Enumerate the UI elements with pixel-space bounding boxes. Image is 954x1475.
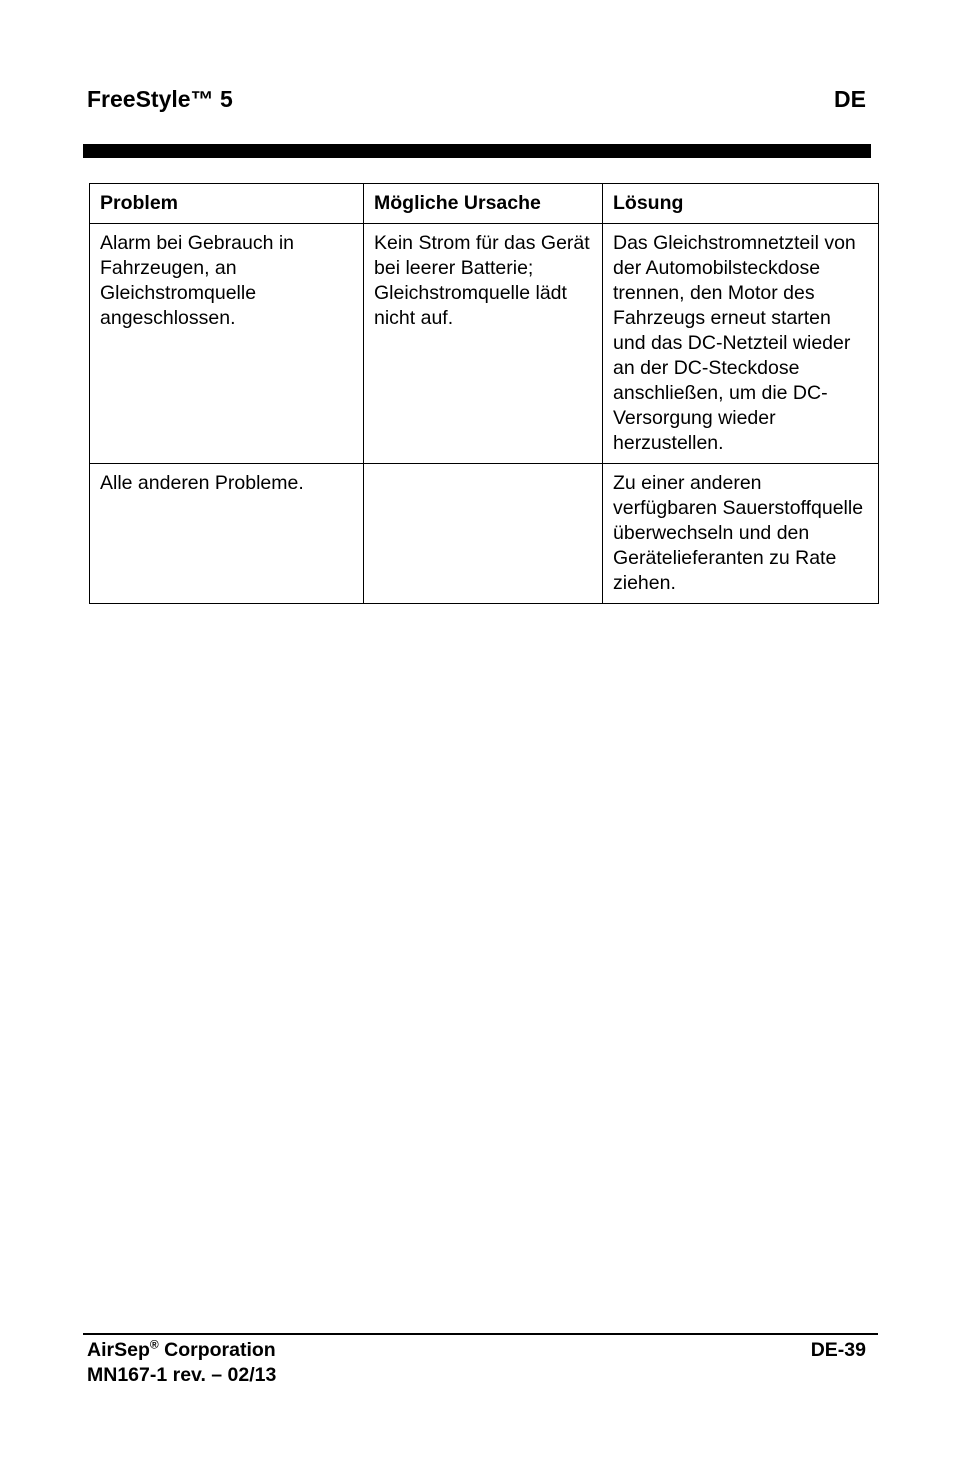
- language-code: DE: [834, 86, 866, 112]
- cell-solution: Das Gleichstromnetzteil von der Automobilsteckdose trennen, den Motor des Fahrzeugs erneut starten und das DC-Netzteil wieder an der DC-Steckdose anschließen, um die DC-Versorgung wieder herzustellen.: [603, 224, 879, 464]
- footer-divider: [83, 1333, 878, 1335]
- column-header-solution: Lösung: [603, 184, 879, 224]
- cell-problem: Alarm bei Gebrauch in Fahrzeugen, an Gleichstromquelle angeschlossen.: [90, 224, 364, 464]
- cell-solution: Zu einer anderen verfügbaren Sauerstoffquelle überwechseln und den Gerätelieferanten zu Rate ziehen.: [603, 464, 879, 604]
- header-divider-bar: [83, 144, 871, 158]
- footer-left-block: [87, 1338, 276, 1388]
- column-header-cause: Mögliche Ursache: [364, 184, 603, 224]
- table-row: [90, 464, 879, 604]
- document-title: FreeStyle™ 5: [87, 86, 233, 112]
- registered-mark: ®: [149, 1337, 159, 1352]
- page-header: [87, 86, 866, 118]
- page-number: DE-39: [810, 1339, 866, 1361]
- doc-number: MN167-1 rev. – 02/13: [87, 1364, 277, 1386]
- company-line: [87, 1338, 276, 1363]
- cell-cause: [364, 464, 603, 604]
- troubleshooting-table: [89, 183, 879, 604]
- column-header-problem: Problem: [90, 184, 364, 224]
- table-row: [90, 224, 879, 464]
- table-header-row: [90, 184, 879, 224]
- company-suffix: Corporation: [158, 1339, 276, 1361]
- cell-cause: Kein Strom für das Gerät bei leerer Batterie; Gleichstromquelle lädt nicht auf.: [364, 224, 603, 464]
- cell-problem: Alle anderen Probleme.: [90, 464, 364, 604]
- company-name: AirSep: [87, 1339, 150, 1361]
